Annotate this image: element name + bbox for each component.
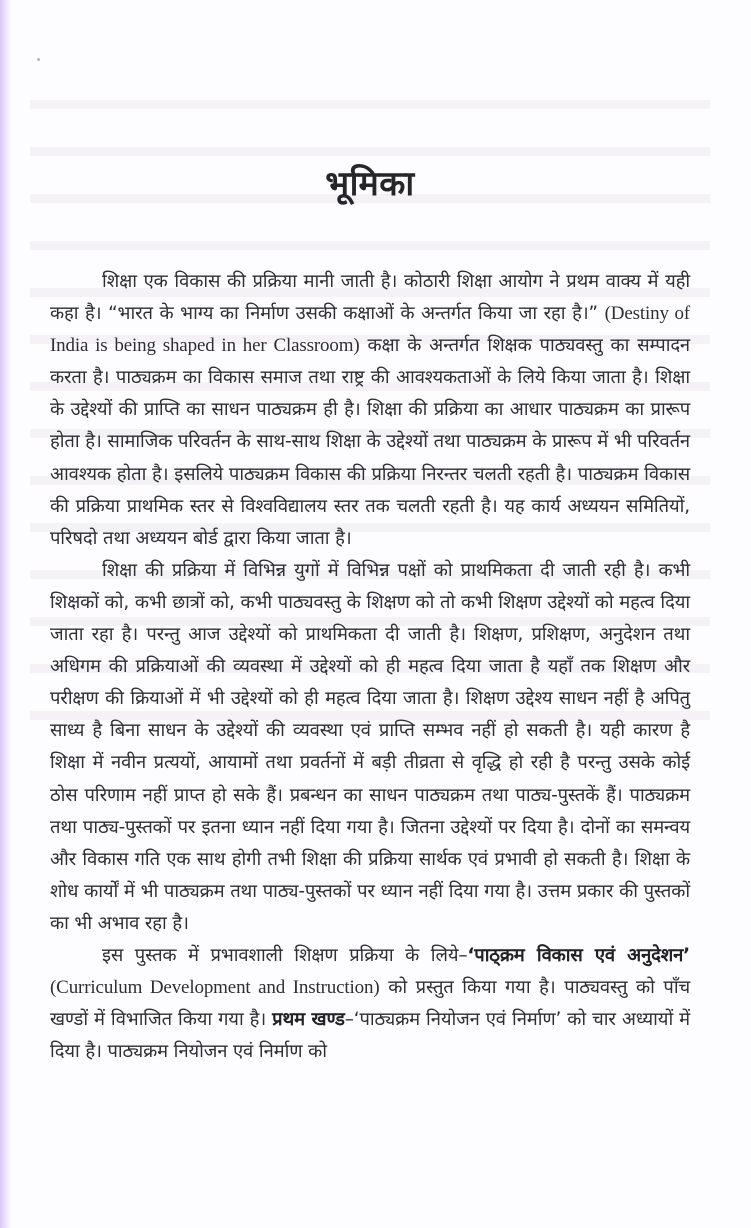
- english-gloss: (Curriculum Development and Instruction): [50, 977, 380, 999]
- text-run: शिक्षा एक विकास की प्रक्रिया मानी जाती है। कोठारी शिक्षा आयोग ने प्रथम वाक्य में यही कहा है। “भारत के भाग्य का निर्माण उसकी कक्षाओं के अन्तर्गत किया जा रहा है।”: [50, 271, 690, 325]
- text-run: को प्रस्तुत किया गया है। पाठ्यवस्तु को पाँच खण्डों में विभाजित किया गया है।: [50, 977, 690, 1031]
- book-page: [50, 160, 690, 1068]
- english-gloss: (Destiny of India is being shaped in her Classroom): [50, 303, 690, 357]
- page-edge-binding: [0, 0, 10, 1228]
- text-run: इस पुस्तक में प्रभावशाली शिक्षण प्रक्रिया के लिये–: [102, 944, 468, 966]
- page-title: भूमिका: [325, 164, 415, 204]
- text-run: शिक्षा की प्रक्रिया में विभिन्न युगों में विभिन्न पक्षों को प्राथमिकता दी जाती रही है। कभी शिक्षकों को, कभी छात्रों को, कभी पाठ्यवस्तु के शिक्षण को तो कभी शिक्षण उद्देश्यों को महत्व दिया जाता रहा है। परन्तु आज उद्देश्यों को प्राथमिकता दी जाती है। शिक्षण, प्रशिक्षण, अनुदेशन तथा अधिगम की प्रक्रियाओं की व्यवस्था में उद्देश्यों को ही महत्व दिया जाता है यहाँ तक शिक्षण और परीक्षण की क्रियाओं में भी उद्देश्यों को ही महत्व दिया जाता है। शिक्षण उद्देश्य साधन नहीं है अपितु साध्य है बिना साधन के उद्देश्यों की व्यवस्था एवं प्राप्ति सम्भव नहीं हो सकती है। यही कारण है शिक्षा में नवीन प्रत्ययों, आयामों तथा प्रवर्तनों में बड़ी तीव्रता से वृद्धि हो रही है परन्तु उसके कोई ठोस परिणाम नहीं प्राप्त हो सके हैं। प्रबन्धन का साधन पाठ्यक्रम तथा पाठ्य-पुस्तकें हैं। पाठ्यक्रम तथा पाठ्य-पुस्तकों पर इतना ध्यान नहीं दिया गया है। जितना उद्देश्यों पर दिया है। दोनों का समन्वय और विकास गति एक साथ होगी तभी शिक्षा की प्रक्रिया सार्थक एवं प्रभावी हो सकती है। शिक्षा के शोध कार्यों में भी पाठ्यक्रम तथा पाठ्य-पुस्तकों पर ध्यान नहीं दिया गया है। उत्तम प्रकार की पुस्तकों का भी अभाव रहा है।: [50, 559, 690, 934]
- paragraph: [50, 266, 690, 555]
- text-run: कक्षा के अन्तर्गत शिक्षक पाठ्यवस्तु का सम्पादन करता है। पाठ्यक्रम का विकास समाज तथा राष्ट्र की आवश्यकताओं के लिये किया जाता है। शिक्षा के उद्देश्यों की प्राप्ति का साधन पाठ्यक्रम ही है। शिक्षा की प्रक्रिया का आधार पाठ्यक्रम का प्रारूप होता है। सामाजिक परिवर्तन के साथ-साथ शिक्षा के उद्देश्यों तथा पाठ्यक्रम के प्रारूप में भी परिवर्तन आवश्यक होता है। इसलिये पाठ्यक्रम विकास की प्रक्रिया निरन्तर चलती रहती है। पाठ्यक्रम विकास की प्रक्रिया प्राथमिक स्तर से विश्वविद्यालय स्तर तक चलती रहती है। यह कार्य अध्ययन समितियों, परिषदो तथा अध्ययन बोर्ड द्वारा किया जाता है।: [50, 335, 690, 549]
- paragraph: [50, 555, 690, 940]
- scan-speck: [37, 58, 40, 61]
- body-text: [50, 266, 690, 1068]
- paragraph: [50, 940, 690, 1068]
- bold-phrase: ‘पाठ्क्रम विकास एवं अनुदेशन’: [467, 944, 690, 966]
- bold-phrase: प्रथम खण्ड: [272, 1009, 345, 1031]
- text-run: –‘पाठ्यक्रम नियोजन एवं निर्माण’ को चार अध्यायों में दिया है। पाठ्यक्रम नियोजन एवं निर्माण को: [50, 1009, 690, 1063]
